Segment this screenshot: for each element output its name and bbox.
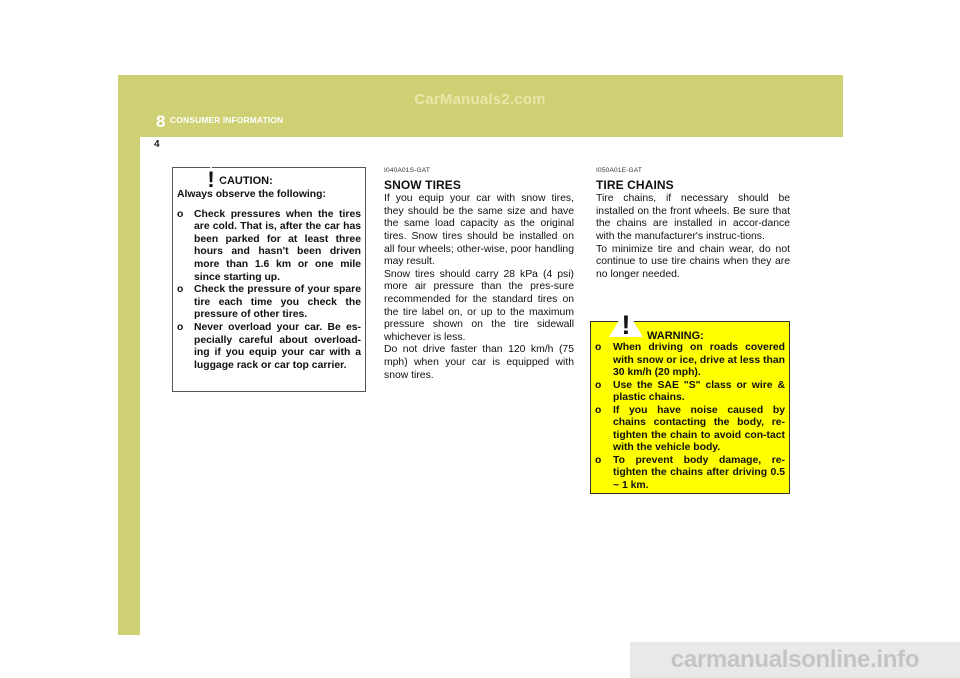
list-item	[595, 455, 785, 493]
chapter-title: CONSUMER INFORMATION	[170, 115, 284, 125]
caution-item-text: Never overload your car. Be es-pecially careful about overload-ing if you equip your car with a luggage rack or car top carrier.	[194, 321, 361, 371]
bullet: o	[177, 284, 184, 296]
caution-box	[172, 167, 366, 392]
caution-item-text: Check the pressure of your spare tire each time you check the pressure of other tires.	[194, 284, 361, 321]
caution-list	[177, 209, 361, 373]
caution-heading: CAUTION:	[219, 175, 273, 187]
warning-box	[590, 309, 790, 494]
list-item	[177, 284, 361, 322]
bullet: o	[177, 208, 184, 220]
page-number: 4	[154, 139, 160, 150]
watermark-footer[interactable]: carmanualsonline.info	[630, 642, 960, 678]
side-strip	[118, 137, 140, 635]
bullet: o	[595, 404, 602, 416]
bullet: o	[177, 321, 184, 333]
list-item	[177, 322, 361, 372]
list-item	[595, 342, 785, 380]
paragraph: Tire chains, if necessary should be installed on the front wheels. Be sure that the chains are installed in accor-dance with the manufacturer's instruc-tions.	[596, 193, 790, 242]
section-title: SNOW TIRES	[384, 177, 462, 192]
bullet: o	[595, 342, 602, 353]
section-body	[384, 193, 574, 382]
snow-tires-section	[384, 165, 574, 382]
tire-chains-section	[596, 165, 790, 281]
list-item	[177, 209, 361, 285]
warning-item-text: Use the SAE "S" class or wire & plastic chains.	[613, 379, 785, 403]
chapter-number: 8	[156, 112, 166, 131]
warning-list	[595, 342, 785, 492]
paragraph: To minimize tire and chain wear, do not continue to use tire chains when they are no longer needed.	[596, 243, 790, 280]
section-code: I050A01E-GAT	[596, 167, 642, 174]
bullet: o	[595, 454, 602, 466]
watermark-top[interactable]: CarManuals2.com	[414, 91, 546, 108]
svg-text:!: !	[621, 309, 631, 338]
paragraph: If you equip your car with snow tires, they should be the same size and have the same load capacity as the original tires. Snow tires should be installed on all four wheels; other-wise, poor handling may result.	[384, 193, 574, 268]
list-item	[595, 405, 785, 455]
paragraph: Snow tires should carry 28 kPa (4 psi) more air pressure than the pres-sure recommended for the standard tires on the tire label on, or up to the maximum pressure shown on the tire sidewall whichever is less.	[384, 268, 574, 343]
bullet: o	[595, 379, 602, 391]
svg-text:!: !	[207, 167, 215, 190]
warning-item-text: If you have noise caused by chains contacting the body, re-tighten the chain to avoid con-tact with the vehicle body.	[613, 404, 785, 453]
warning-triangle-icon	[197, 166, 225, 190]
warning-item-text: To prevent body damage, re-tighten the chains after driving 0.5 ~ 1 km.	[613, 454, 785, 491]
warning-item-text: When driving on roads covered with snow or ice, drive at less than 30 km/h (20 mph).	[613, 342, 785, 378]
warning-heading: WARNING:	[647, 330, 704, 342]
caution-item-text: Check pressures when the tires are cold. That is, after the car has been parked for at least three hours and hasn't been driven more than 1.6 km or one mile since starting up.	[194, 208, 361, 283]
paragraph: Do not drive faster than 120 km/h (75 mph) when your car is equipped with snow tires.	[384, 344, 574, 381]
caution-intro: Always observe the following:	[177, 189, 326, 200]
section-body	[596, 193, 790, 281]
warning-triangle-icon	[609, 308, 643, 338]
list-item	[595, 380, 785, 405]
section-title: TIRE CHAINS	[596, 177, 674, 192]
section-code: I040A01S-GAT	[384, 167, 430, 174]
